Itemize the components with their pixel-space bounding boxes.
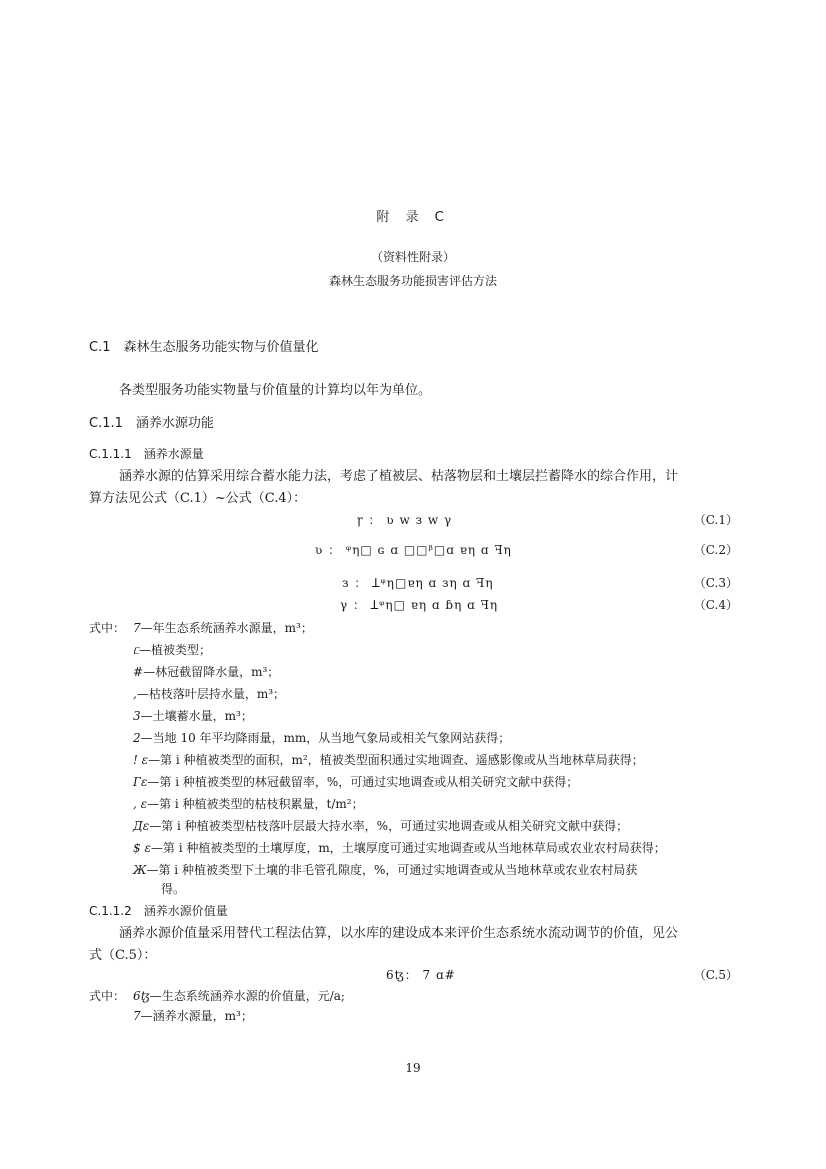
equation-c2: ʋ ： ᵠη□ ɢ ɑ □□ᵝ□ɑ ɐη ɑ ꟻη [315,543,512,557]
where-item [133,861,637,878]
where-item [133,817,628,834]
where-item [133,751,644,768]
where-description: —枯枝落叶层持水量，m³； [136,687,286,701]
where-symbol: 2 [133,731,141,745]
equation-c5: 6ꜩ： 7 ɑ# [386,968,456,982]
where-description: —第 i 种植被类型的枯枝积累量，t/m²； [147,797,364,811]
equation-c3-number: （C.3） [693,576,738,590]
where-lead-2: 式中： [89,989,126,1003]
section-c111-heading: C.1.1.1 涵养水源量 [89,447,204,461]
where-description: —第 i 种植被类型枯枝落叶层最大持水率，%，可通过实地调查或从相关研究文献中获得； [149,819,629,833]
where-description: —第 i 种植被类型的面积，m²，植被类型面积通过实地调查、遥感影像或从当地林草局获得； [148,753,644,767]
where-description: —第 i 种植被类型的土壤厚度，m，土壤厚度可通过实地调查或从当地林草局或农业农村局获得； [150,841,666,855]
appendix-name: 森林生态服务功能损害评估方法 [328,274,497,288]
equation-c1: ꞅ ： ʋ w з w γ [357,513,453,527]
where-item [133,619,313,636]
equation-c4: γ ： ꓕᵠη□ ɐη ɑ ɓη ɑ ꟻη [340,598,499,612]
section-c1-intro: 各类型服务功能实物量与价值量的计算均以年为单位。 [119,383,432,398]
where-item-continuation: 得。 [161,882,186,896]
where-item [133,773,578,790]
where-item [133,641,211,658]
where-item [133,707,253,724]
where-description: —第 i 种植被类型下土壤的非毛管孔隙度，%，可通过实地调查或从当地林草或农业农村局获 [146,863,638,877]
where-description: —涵养水源量，m³； [140,1009,253,1023]
equation-c5-number: （C.5） [693,968,738,982]
where-symbol: Дɛ [133,819,150,833]
where-lead: 式中： [89,621,126,635]
where-item [133,987,345,1004]
equation-c2-number: （C.2） [693,543,738,557]
where-description: —当地 10 年平均降雨量，mm，从当地气象局或相关气象网站获得； [140,731,511,745]
equation-c4-number: （C.4） [693,598,738,612]
where-symbol: , [133,687,137,701]
where-symbol: 7 [133,621,141,635]
where-item [133,685,285,702]
where-item [133,1007,253,1024]
where-description: —年生态系统涵养水源量，m³； [140,621,313,635]
where-description: —植被类型； [138,643,211,657]
section-c112-paragraph-line2: 式（C.5）： [89,948,157,963]
where-description: —第 i 种植被类型的林冠截留率，%，可通过实地调查或从相关研究文献中获得； [147,775,579,789]
where-symbol: ! ɛ [133,753,149,767]
where-description: —土壤蓄水量，m³； [140,709,253,723]
where-description: —生态系统涵养水源的价值量，元/a; [149,989,345,1003]
where-item [133,729,510,746]
where-symbol: 6ꜩ [133,989,150,1003]
page-number: 19 [405,1061,421,1075]
appendix-title: 附 录 C [376,210,450,225]
section-c112-paragraph-line1: 涵养水源价值量采用替代工程法估算，以水库的建设成本来评价生态系统水流动调节的价值，见公 [119,926,679,941]
equation-c3: з ： ꓕᵠη□ɐη ɑ зη ɑ ꟻη [342,576,494,590]
where-item [133,795,364,812]
where-symbol: ᥴ [133,643,139,657]
section-c11-heading: C.1.1 涵养水源功能 [89,416,214,431]
where-symbol: 3 [133,709,141,723]
where-symbol: # [133,665,144,679]
where-symbol: Гɛ [133,775,148,789]
where-item [133,663,279,680]
section-c111-paragraph-line1: 涵养水源的估算采用综合蓄水能力法，考虑了植被层、枯落物层和土壤层拦蓄降水的综合作用，计 [119,469,679,484]
equation-c1-number: （C.1） [693,513,738,527]
where-symbol: $ ɛ [133,841,151,855]
appendix-subtitle: （资料性附录） [370,250,455,264]
where-symbol: Ж [133,863,147,877]
where-symbol: 7 [133,1009,141,1023]
section-c1-heading: C.1 森林生态服务功能实物与价值量化 [89,340,319,355]
where-description: —林冠截留降水量，m³； [143,665,280,679]
section-c112-heading: C.1.1.2 涵养水源价值量 [89,904,228,918]
where-item [133,839,666,856]
section-c111-paragraph-line2: 算方法见公式（C.1）~公式（C.4）： [89,491,307,506]
where-symbol: , ɛ [133,797,148,811]
